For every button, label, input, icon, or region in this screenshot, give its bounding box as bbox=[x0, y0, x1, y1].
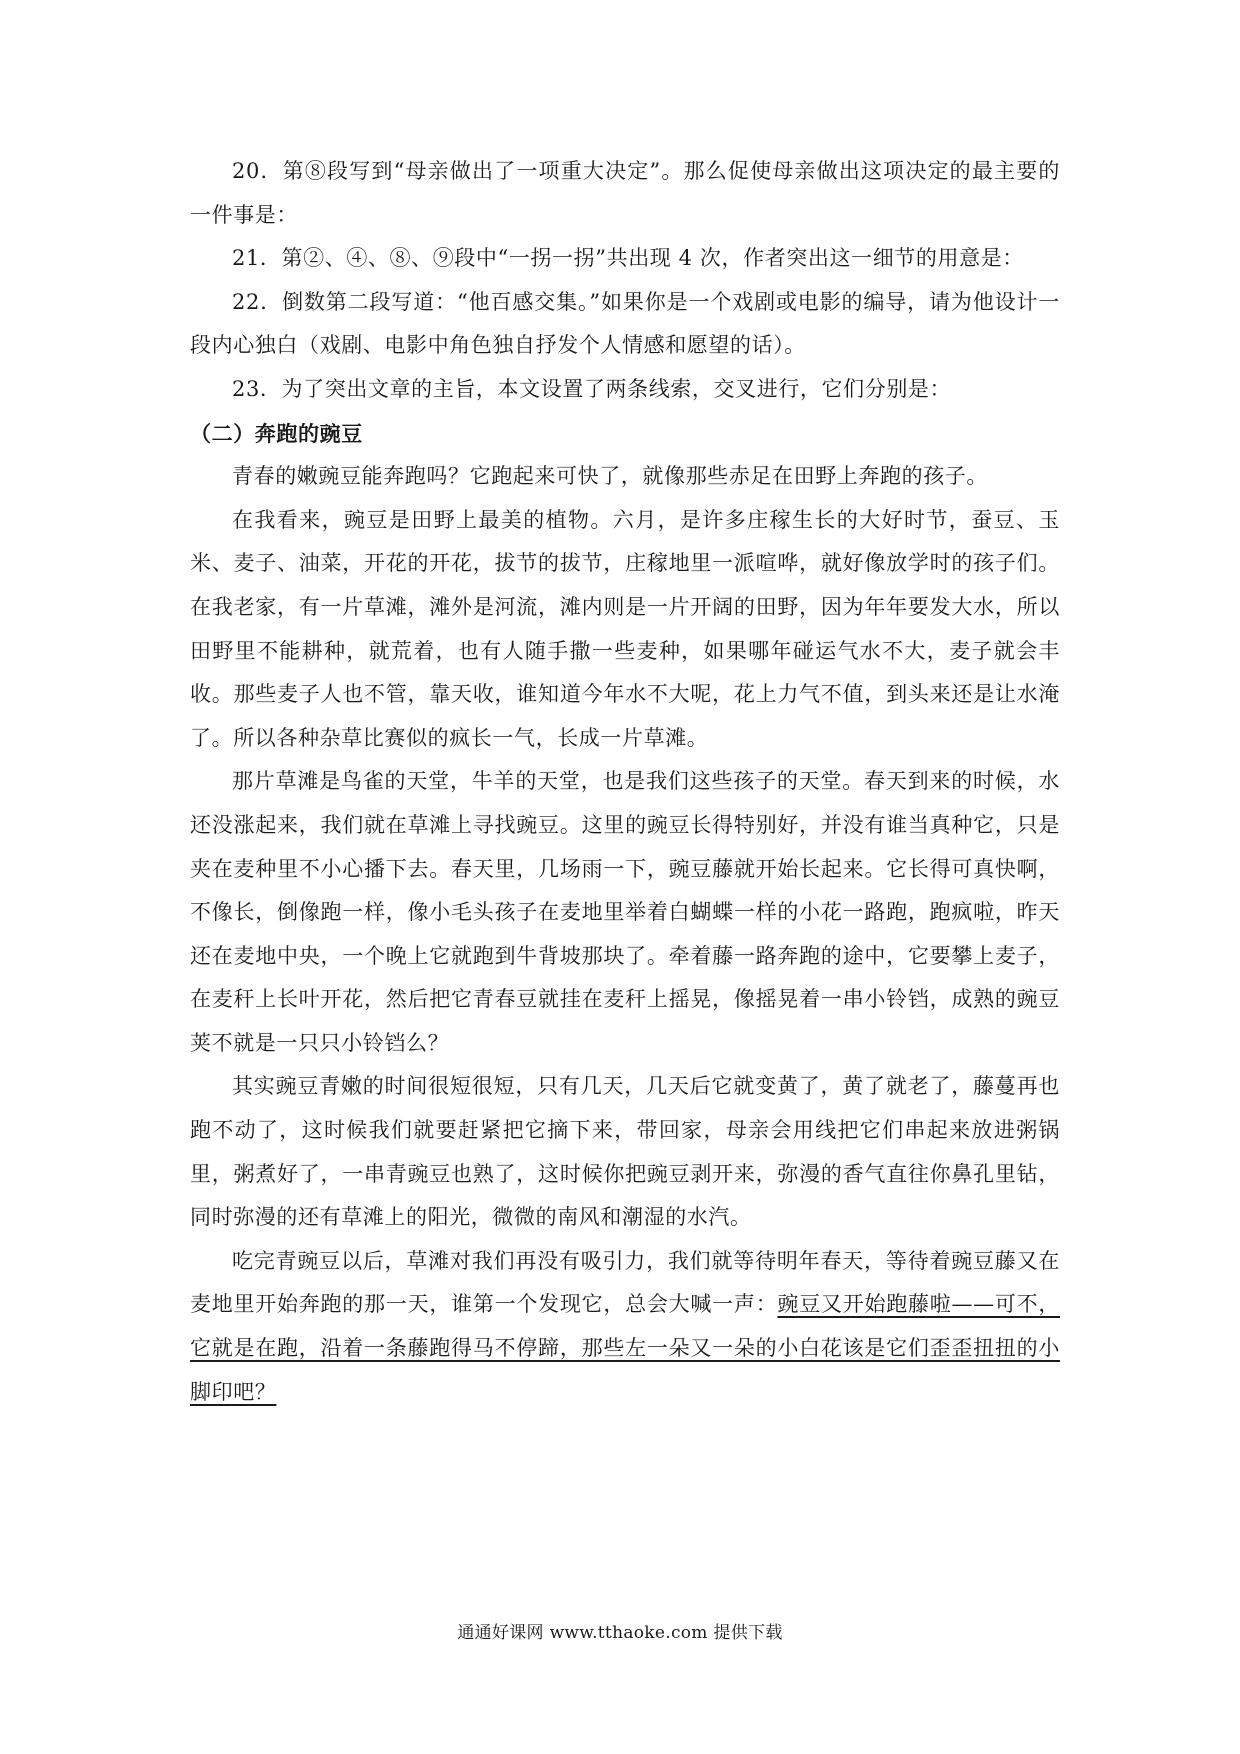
question-22: 22．倒数第二段写道：“他百感交集。”如果你是一个戏剧或电影的编导，请为他设计一段内心独白（戏剧、电影中角色独自抒发个人情感和愿望的话）。 bbox=[190, 289, 1060, 358]
article-paragraph-2: 在我看来，豌豆是田野上最美的植物。六月，是许多庄稼生长的大好时节，蚕豆、玉米、麦子、油菜，开花的开花，拔节的拔节，庄稼地里一派喧哗，就好像放学时的孩子们。在我老家，有一片草滩，滩外是河流，滩内则是一片开阔的田野，因为年年要发大水，所以田野里不能耕种，就荒着，也有人随手撒一些麦种，如果哪年碰运气水不大，麦子就会丰收。那些麦子人也不管，靠天收，谁知道今年水不大呢，花上力气不值，到头来还是让水淹了。所以各种杂草比赛似的疯长一气，长成一片草滩。 bbox=[190, 507, 1060, 750]
article-paragraph-1: 青春的嫩豌豆能奔跑吗？它跑起来可快了，就像那些赤足在田野上奔跑的孩子。 bbox=[232, 464, 988, 489]
underlined-sentence: 豌豆又开始跑藤啦——可不，它就是在跑，沿着一条藤跑得马不停蹄，那些左一朵又一朵的小白花该是它们歪歪扭扭的小脚印吧？ bbox=[190, 1292, 1060, 1404]
article-paragraph-3: 那片草滩是鸟雀的天堂，牛羊的天堂，也是我们这些孩子的天堂。春天到来的时候，水还没涨起来，我们就在草滩上寻找豌豆。这里的豌豆长得特别好，并没有谁当真种它，只是夹在麦种里不小心播下去。春天里，几场雨一下，豌豆藤就开始长起来。它长得可真快啊，不像长，倒像跑一样，像小毛头孩子在麦地里举着白蝴蝶一样的小花一路跑，跑疯啦，昨天还在麦地中央，一个晚上它就跑到牛背坡那块了。牵着藤一路奔跑的途中，它要攀上麦子，在麦秆上长叶开花，然后把它青春豆就挂在麦秆上摇晃，像摇晃着一串小铃铛，成熟的豌豆荚不就是一只只小铃铛么？ bbox=[190, 769, 1060, 1055]
article-paragraph-4: 其实豌豆青嫩的时间很短很短，只有几天，几天后它就变黄了，黄了就老了，藤蔓再也跑不动了，这时候我们就要赶紧把它摘下来，带回家，母亲会用线把它们串起来放进粥锅里，粥煮好了，一串青豌豆也熟了，这时候你把豌豆剥开来，弥漫的香气直往你鼻孔里钻，同时弥漫的还有草滩上的阳光，微微的南风和潮湿的水汽。 bbox=[190, 1074, 1060, 1230]
document-body bbox=[190, 150, 1060, 1414]
page-footer: 通通好课网 www.tthaoke.com 提供下载 bbox=[457, 1623, 783, 1643]
paragraph-5-text: 吃完青豌豆以后，草滩对我们再没有吸引力，我们就等待明年春天，等待着豌豆藤又在麦地里开始奔跑的那一天，谁第一个发现它，总会大喊一声： bbox=[190, 1248, 1060, 1317]
question-20: 20．第⑧段写到“母亲做出了一项重大决定”。那么促使母亲做出这项决定的最主要的一件事是： bbox=[190, 159, 1060, 227]
section-heading: （二）奔跑的豌豆 bbox=[190, 420, 363, 446]
article-paragraph-5 bbox=[190, 1240, 1060, 1414]
question-23: 23．为了突出文章的主旨，本文设置了两条线索，交叉进行，它们分别是： bbox=[232, 376, 952, 401]
question-21: 21．第②、④、⑧、⑨段中“一拐一拐”共出现 4 次，作者突出这一细节的用意是： bbox=[232, 246, 1024, 271]
